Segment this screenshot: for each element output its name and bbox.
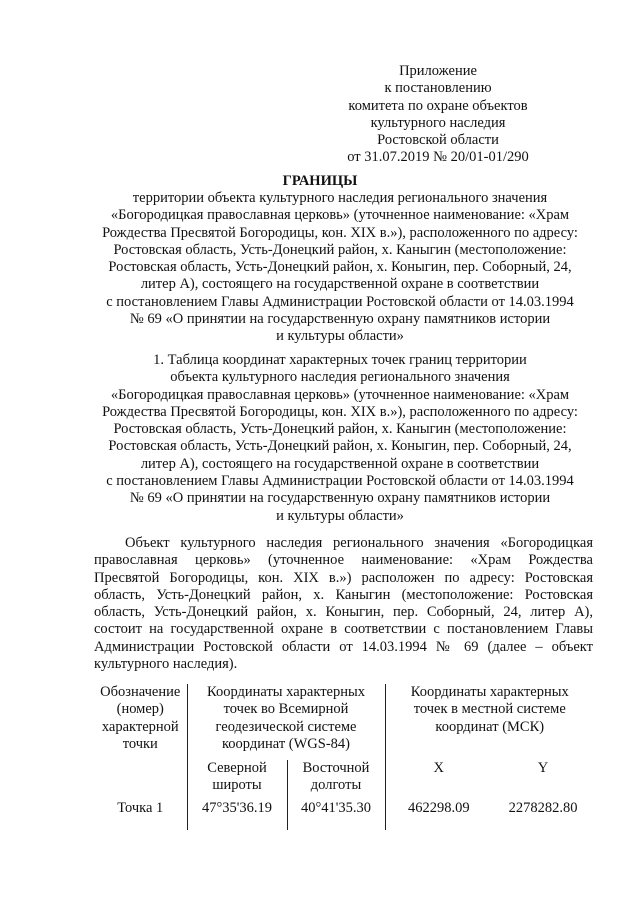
table-caption <box>95 352 585 525</box>
cell-point: Точка 1 <box>117 800 164 816</box>
document-title: ГРАНИЦЫ <box>282 173 358 189</box>
description-line: № 69 «О принятии на государственную охрану памятников истории <box>129 311 551 328</box>
sub-latitude-text: Северной широты <box>207 760 267 794</box>
caption-line: № 69 «О принятии на государственную охрану памятников истории <box>129 490 551 507</box>
header-wgs84 <box>187 684 385 760</box>
cell-y: 2278282.80 <box>508 800 578 816</box>
description-line: Ростовская область, Усть-Донецкий район, х. Коныгин, пер. Соборный, 24, <box>108 259 572 276</box>
description-line: Рождества Пресвятой Богородицы, кон. XIX в.»), расположенного по адресу: <box>102 224 578 241</box>
body-paragraph: Объект культурного наследия регионального значения «Богородицкая православная церковь» (уточненное наименование: «Храм Рождества Пресвятой Богородицы, кон. XIX в.») расположен по адресу: Ростовская область, Усть-Донецкий район, х. Каныгин (местоположение: Ростовская область, Усть-Донецкий район, х. Коныгин, пер. Соборный, 24, литер А), состоит на государственной охране в соответствии с постановлением Главы Администрации Ростовской области от 14.03.1994 № 69 (далее – объект культурного наследия). <box>94 535 593 673</box>
description-line: территории объекта культурного наследия регионального значения <box>132 190 548 206</box>
header-line: Ростовской области <box>377 132 499 149</box>
header-msk-text: Координаты характерных точек в местной системе координат (МСК) <box>410 684 569 735</box>
caption-line: с постановлением Главы Администрации Ростовской области от 14.03.1994 <box>106 473 574 490</box>
cell-x: 462298.09 <box>385 800 492 830</box>
header-line: комитета по охране объектов <box>348 97 528 114</box>
caption-line: объекта культурного наследия регионального значения <box>170 369 510 386</box>
appendix-header <box>308 63 568 167</box>
sub-longitude <box>287 760 385 800</box>
description-line: Ростовская область, Усть-Донецкий район, х. Каныгин (местоположение: <box>113 241 567 258</box>
caption-line: Рождества Пресвятой Богородицы, кон. XIX в.»), расположенного по адресу: <box>102 403 578 420</box>
header-line: культурного наследия <box>370 114 506 131</box>
description-line: литер А), состоящего на государственной охране в соответствии <box>140 276 540 293</box>
header-line: к постановлению <box>384 80 492 97</box>
header-line: Приложение <box>399 63 477 79</box>
header-msk <box>385 684 594 760</box>
sub-empty <box>94 760 187 800</box>
header-line: от 31.07.2019 № 20/01-01/290 <box>347 149 529 166</box>
caption-line: и культуры области» <box>276 507 404 524</box>
description-line: с постановлением Главы Администрации Ростовской области от 14.03.1994 <box>106 293 574 310</box>
boundary-description <box>95 190 585 346</box>
caption-line: Ростовская область, Усть-Донецкий район, х. Коныгин, пер. Соборный, 24, <box>108 438 572 455</box>
header-wgs84-text: Координаты характерных точек во Всемирной геодезической системе координат (WGS-84) <box>207 684 365 752</box>
sub-x: X <box>385 760 492 800</box>
sub-latitude <box>187 760 287 800</box>
caption-line: литер А), состоящего на государственной охране в соответствии <box>140 455 540 472</box>
description-line: и культуры области» <box>276 328 404 345</box>
header-designation: Обозначение (номер) характерной точки <box>100 684 181 752</box>
sub-y: Y <box>537 760 549 776</box>
description-line: «Богородицкая православная церковь» (уточненное наименование: «Храм <box>110 207 570 224</box>
caption-line: 1. Таблица координат характерных точек границ территории <box>153 352 527 368</box>
coordinates-table <box>94 684 594 830</box>
cell-latitude: 47°35'36.19 <box>187 800 287 830</box>
cell-longitude: 40°41'35.30 <box>287 800 385 830</box>
caption-line: Ростовская область, Усть-Донецкий район, х. Каныгин (местоположение: <box>113 421 567 438</box>
caption-line: «Богородицкая православная церковь» (уточненное наименование: «Храм <box>110 386 570 403</box>
sub-longitude-text: Восточной долготы <box>302 760 370 794</box>
